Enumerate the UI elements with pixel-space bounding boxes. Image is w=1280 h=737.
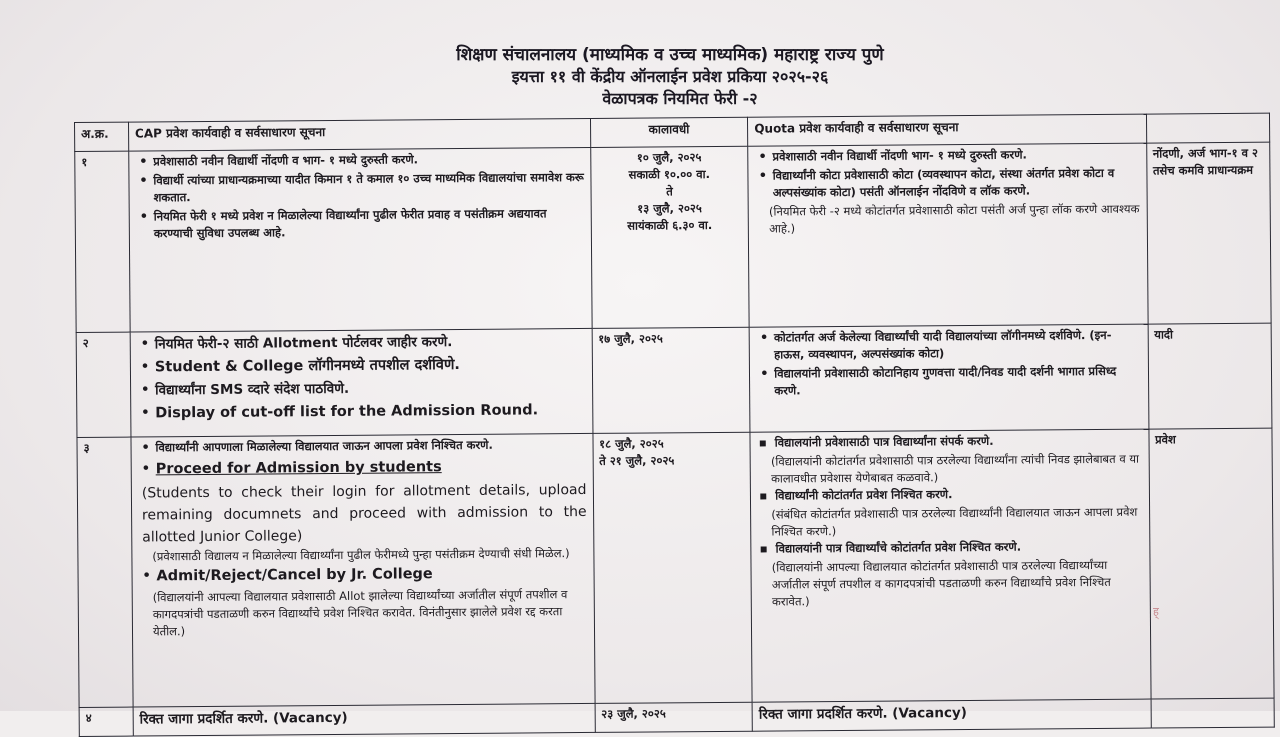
table-row (77, 428, 1274, 707)
col-header-sr: अ.क्र. (75, 122, 129, 151)
period-line: १० जुलै, २०२५ (636, 150, 702, 165)
list-item: • विद्यार्थ्यांनी आपणाला मिळालेल्या विद्यालयात जाऊन आपला प्रवेश निश्चित करणे. (137, 436, 586, 457)
col-header-period: कालावधी (590, 117, 748, 147)
period-line: १८ जुलै, २०२५ (599, 436, 664, 451)
cap-cell: रिक्त जागा प्रदर्शित करणे. (Vacancy) (133, 703, 595, 736)
row-number: १ (75, 151, 130, 332)
period-line: सकाळी १०.०० वा. (628, 167, 711, 182)
extra-cell (1151, 698, 1275, 728)
quota-cell: रिक्त जागा प्रदर्शित करणे. (Vacancy) (752, 699, 1151, 731)
list-item: • Display of cut-off list for the Admission Round. (137, 399, 586, 425)
period-line: ते २१ जुलै, २०२५ (599, 453, 675, 468)
document-header (0, 44, 1280, 110)
list-item: ▪ विद्यालयांनी प्रवेशासाठी पात्र विद्यार्थ्यांना संपर्क करणे. (757, 432, 1142, 452)
row-number: ४ (79, 707, 133, 736)
list-item: • Proceed for Admission by students (138, 455, 587, 481)
list-item: • Admit/Reject/Cancel by Jr. College (138, 562, 587, 588)
extra-cell: नोंदणी, अर्ज भाग-१ व २ तसेच कमवि प्राधान्यक्रम (1146, 142, 1271, 324)
period-line: ते (666, 184, 673, 199)
list-item: • कोटांतर्गत अर्ज केलेल्या विद्यार्थ्यांची यादी विद्यालयांच्या लॉगीनमध्ये दर्शविणे. (इन-हाऊस, व्यवस्थापन, अल्पसंख्यांक कोटा) (756, 327, 1142, 364)
cap-cell (131, 433, 595, 707)
period-cell: १७ जुलै, २०२५ (592, 327, 750, 433)
col-header-extra (1146, 113, 1270, 143)
extra-cell: यादी (1148, 323, 1272, 429)
row-number: ३ (77, 437, 133, 707)
col-header-cap: CAP प्रवेश कार्यवाही व सर्वसाधारण सूचना (128, 118, 590, 151)
cap-note: (प्रवेशासाठी विद्यालय न मिळालेल्या विद्यार्थ्यांना पुढील फेरीमध्ये पुन्हा पसंतीक्रम देण्याची संधी मिळेल.) (152, 546, 570, 564)
list-item: • नियमित फेरी १ मध्ये प्रवेश न मिळालेल्या विद्यार्थ्यांना पुढील फेरीत प्रवाह व पसंतीक्रम अद्ययावत करण्याची सुविधा उपलब्ध आहे. (136, 205, 585, 243)
cap-cell (129, 147, 592, 332)
header-line-2: इयत्ता ११ वी केंद्रीय ऑनलाईन प्रवेश प्रकिया २०२५-२६ (511, 67, 829, 86)
cap-note: (विद्यालयांनी आपल्या विद्यालयात प्रवेशासाठी Allot झालेल्या विद्यार्थ्यांच्या अर्जातील संपूर्ण तपशील व कागदपत्रांची पडताळणी करुन विद्यार्थ्यांचे प्रवेश निश्चित करावेत. विनंतीनुसार झालेले प्रवेश रद्द करता येतील.) (152, 587, 568, 639)
list-item: • विद्यार्थी त्यांच्या प्राधान्यक्रमाच्या यादीत किमान १ ते कमाल १० उच्च माध्यमिक विद्यालयांचा समावेश करू शकतात. (135, 169, 584, 207)
period-line: १३ जुलै, २०२५ (637, 201, 702, 216)
quota-note: (विद्यालयांनी कोटांतर्गत प्रवेशासाठी पात्र ठरलेल्या विद्यार्थ्यांना त्यांची निवड झालेबाबत व या कालावधीत प्रवेशास येणेबाबत कळवावे.) (770, 451, 1140, 486)
list-item: • विद्यालयांनी प्रवेशासाठी कोटानिहाय गुणवत्ता यादी/निवड यादी दर्शनी भागात प्रसिध्द करणे. (756, 363, 1142, 400)
quota-note: (विद्यालयांनी आपल्या विद्यालयात कोटांतर्गत प्रवेशासाठी पात्र ठरलेल्या विद्यार्थ्यांच्या अर्जातील संपूर्ण तपशील व कागदपत्रांची पडताळणी करुन विद्यार्थ्यांचे प्रवेश निश्चित करावेत.) (771, 557, 1111, 609)
extra-cell: प्रवेश (1148, 428, 1274, 699)
list-item: • विद्यार्थ्यांना SMS व्दारे संदेश पाठविणे. (137, 377, 586, 401)
period-cell (593, 432, 753, 703)
table-row (75, 142, 1271, 332)
quota-cell (750, 429, 1150, 702)
quota-note: (नियमित फेरी -२ मध्ये कोटांतर्गत प्रवेशासाठी कोटा पसंती अर्ज पुन्हा लॉक करणे आवश्यक आहे.) (768, 201, 1140, 236)
period-cell (590, 146, 749, 328)
list-item: • प्रवेशासाठी नवीन विद्यार्थी नोंदणी व भाग- १ मध्ये दुरुस्ती करणे. (135, 150, 584, 171)
list-item: • Student & College लॉगीनमध्ये तपशील दर्शविणे. (137, 353, 586, 379)
header-line-1: शिक्षण संचालनालय (माध्यमिक व उच्च माध्यमिक) महाराष्ट्र राज्य पुणे (456, 45, 884, 65)
schedule-table (74, 113, 1275, 737)
list-item: • विद्यार्थ्यांनी कोटा प्रवेशासाठी कोटा (व्यवस्थापन कोटा, संस्था अंतर्गत प्रवेश कोटा व अल्पसंख्यांक कोटा) पसंती ऑनलाईन नोंदविणे व लॉक करणे. (755, 165, 1141, 202)
row-number: २ (76, 332, 131, 437)
cap-cell (130, 328, 592, 437)
table-row (76, 323, 1272, 437)
list-item: • नियमित फेरी-२ साठी Allotment पोर्टलवर जाहीर करणे. (137, 331, 586, 355)
quota-note: (संबंधित कोटांतर्गत प्रवेशासाठी पात्र ठरलेल्या विद्यार्थ्यांनी विद्यालयात जाऊन आपला प्रवेश निश्चित करणे.) (771, 504, 1138, 539)
period-line: सायंकाळी ६.३० वा. (627, 217, 713, 233)
header-line-3: वेळापत्रक नियमित फेरी -२ (602, 89, 758, 108)
cap-paragraph: (Students to check their login for allotment details, upload remaining documnets and proceed with admission to the allotted Junior College) (141, 481, 587, 546)
quota-cell (749, 324, 1148, 432)
quota-cell (748, 143, 1148, 327)
col-header-quota: Quota प्रवेश कार्यवाही व सर्वसाधारण सूचना (748, 114, 1147, 146)
faint-mark: ह् (1153, 605, 1159, 618)
list-item: • प्रवेशासाठी नवीन विद्यार्थी नोंदणी भाग- १ मध्ये दुरुस्ती करणे. (754, 146, 1139, 166)
list-item: ▪ विद्यालयांनी पात्र विद्यार्थ्यांचे कोटांतर्गत प्रवेश निश्चित करणे. (758, 538, 1143, 558)
list-item: ▪ विद्यार्थ्यांनी कोटांतर्गत प्रवेश निश्चित करणे. (757, 485, 1142, 505)
period-cell: २३ जुलै, २०२५ (595, 702, 753, 732)
